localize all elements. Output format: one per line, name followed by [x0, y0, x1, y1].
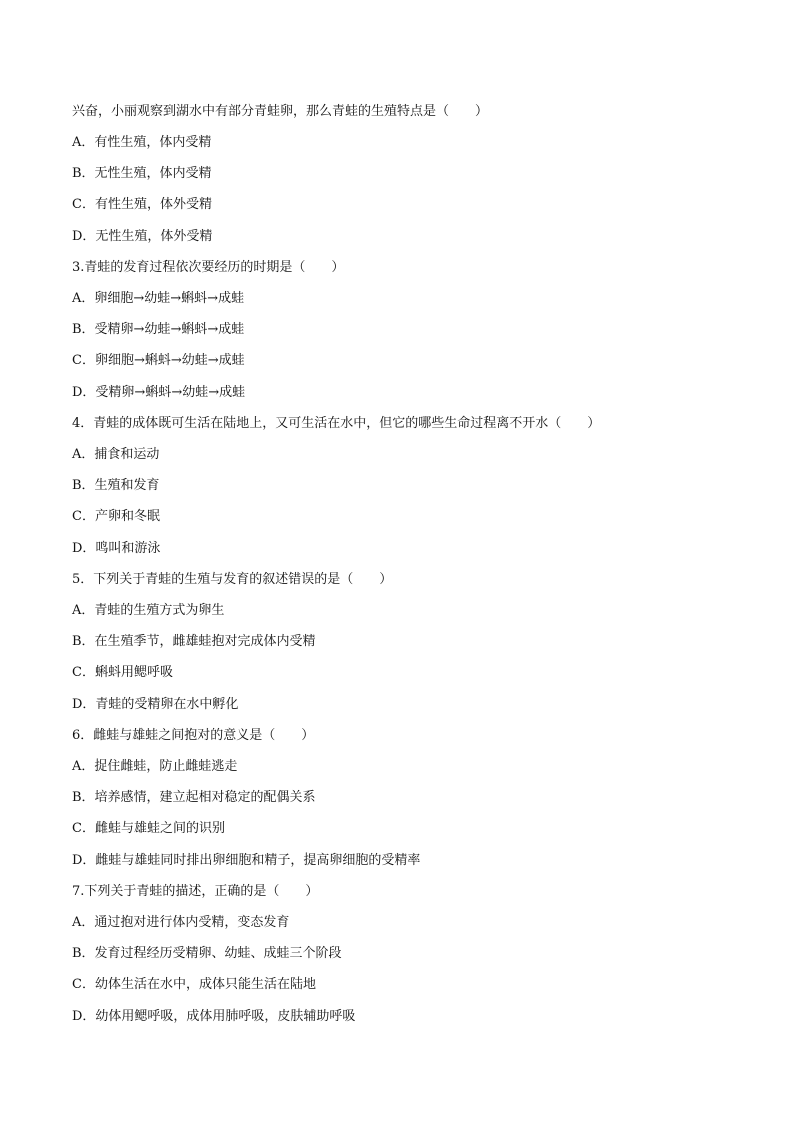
question-3-option-b: B．受精卵→幼蛙→蝌蚪→成蛙 — [72, 322, 245, 337]
question-4-option-b: B．生殖和发育 — [72, 478, 160, 493]
question-2-option-c: C．有性生殖，体外受精 — [72, 197, 212, 212]
question-7-stem: 7.下列关于青蛙的描述，正确的是（ ） — [72, 884, 319, 899]
question-3-option-c: C．卵细胞→蝌蚪→幼蛙→成蛙 — [72, 353, 245, 368]
question-6-option-a: A．捉住雌蛙，防止雌蛙逃走 — [72, 759, 238, 774]
question-5-option-a: A．青蛙的生殖方式为卵生 — [72, 603, 225, 618]
question-2-option-d: D．无性生殖，体外受精 — [72, 229, 213, 244]
question-4-option-d: D．鸣叫和游泳 — [72, 541, 161, 556]
question-7-option-b: B．发育过程经历受精卵、幼蛙、成蛙三个阶段 — [72, 946, 342, 961]
question-5-stem: 5．下列关于青蛙的生殖与发育的叙述错误的是（ ） — [72, 572, 393, 587]
question-2-option-a: A．有性生殖，体内受精 — [72, 135, 212, 150]
question-7-option-c: C．幼体生活在水中，成体只能生活在陆地 — [72, 977, 316, 992]
question-5-option-b: B．在生殖季节，雌雄蛙抱对完成体内受精 — [72, 634, 316, 649]
question-6-option-d: D．雌蛙与雄蛙同时排出卵细胞和精子，提高卵细胞的受精率 — [72, 853, 421, 868]
question-6-option-c: C．雌蛙与雄蛙之间的识别 — [72, 821, 225, 836]
question-2-stem-continuation: 兴奋，小丽观察到湖水中有部分青蛙卵，那么青蛙的生殖特点是（ ） — [72, 104, 489, 119]
question-3-stem: 3.青蛙的发育过程依次要经历的时期是（ ） — [72, 260, 345, 275]
question-4-option-c: C．产卵和冬眠 — [72, 509, 160, 524]
question-7-option-d: D．幼体用鳃呼吸，成体用肺呼吸，皮肤辅助呼吸 — [72, 1009, 356, 1024]
question-6-option-b: B．培养感情，建立起相对稳定的配偶关系 — [72, 790, 316, 805]
question-2-option-b: B．无性生殖，体内受精 — [72, 166, 212, 181]
question-3-option-a: A．卵细胞→幼蛙→蝌蚪→成蛙 — [72, 291, 245, 306]
question-7-option-a: A．通过抱对进行体内受精，变态发育 — [72, 915, 290, 930]
question-4-stem: 4．青蛙的成体既可生活在陆地上，又可生活在水中，但它的哪些生命过程离不开水（ ） — [72, 416, 601, 431]
question-6-stem: 6．雌蛙与雄蛙之间抱对的意义是（ ） — [72, 728, 315, 743]
question-4-option-a: A．捕食和运动 — [72, 447, 160, 462]
question-5-option-c: C．蝌蚪用鳃呼吸 — [72, 665, 173, 680]
question-5-option-d: D．青蛙的受精卵在水中孵化 — [72, 697, 239, 712]
question-3-option-d: D．受精卵→蝌蚪→幼蛙→成蛙 — [72, 385, 246, 400]
